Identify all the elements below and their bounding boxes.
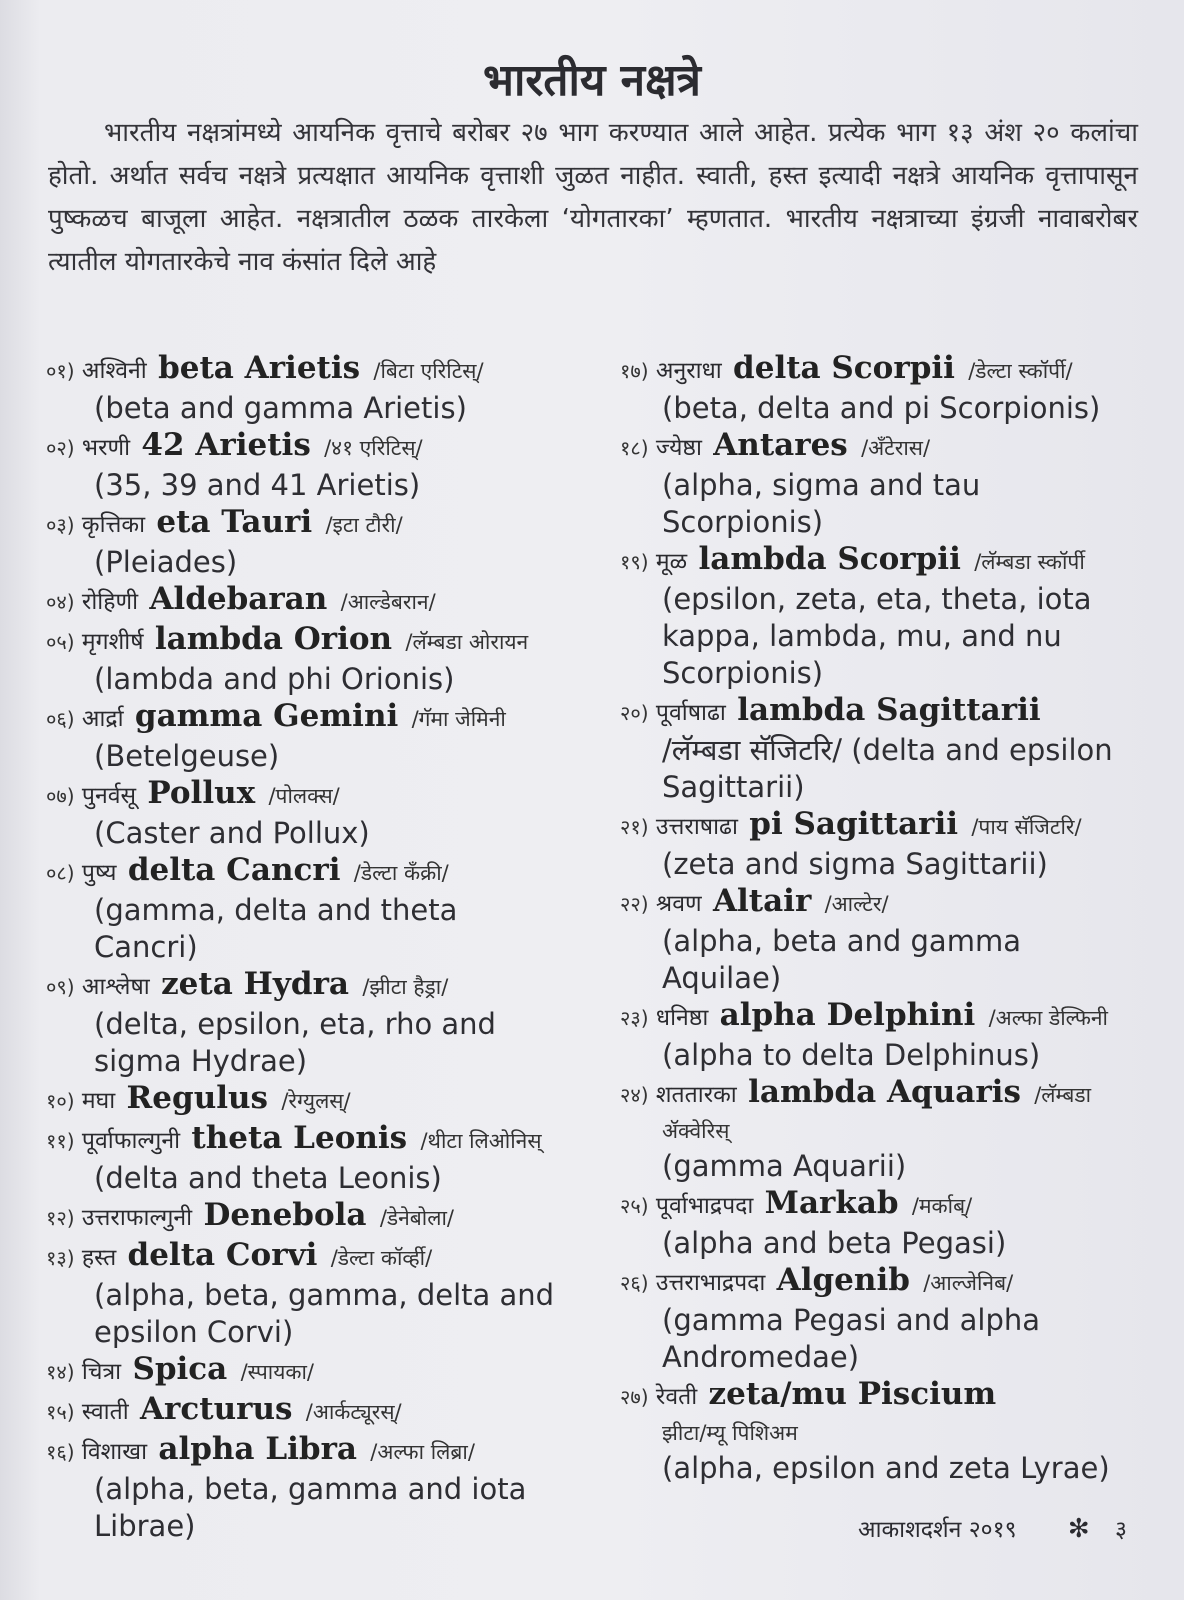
english-name: gamma Gemini — [134, 698, 399, 734]
entry-number: ०७) — [46, 784, 75, 808]
transliteration-continued: ॲक्वेरिस् — [662, 1119, 730, 1143]
nakshatra-entry — [46, 775, 606, 852]
entry-number: १०) — [46, 1089, 75, 1113]
english-name: delta Corvi — [127, 1237, 318, 1273]
nakshatra-entry — [46, 698, 606, 775]
entry-number: १४) — [46, 1360, 75, 1384]
nakshatra-entry — [46, 621, 606, 698]
english-name: alpha Libra — [158, 1431, 357, 1467]
entry-number: ०८) — [46, 861, 75, 885]
entry-number: २०) — [620, 701, 649, 725]
entry-heading — [620, 541, 1165, 581]
nakshatra-entry — [46, 581, 606, 621]
nakshatra-entry — [620, 541, 1165, 692]
entry-heading — [620, 1262, 1165, 1302]
entry-number: ०९) — [46, 975, 75, 999]
entry-heading — [46, 966, 606, 1006]
devanagari-transliteration: /डेल्टा स्कॉर्पी/ — [968, 359, 1073, 383]
entry-number: १६) — [46, 1440, 75, 1464]
english-name: Antares — [713, 427, 848, 463]
devanagari-transliteration: /रेग्युलस्/ — [281, 1089, 351, 1113]
yogatara-stars: (alpha to delta Delphinus) — [662, 1038, 1041, 1072]
entry-number: ११) — [46, 1129, 75, 1153]
entry-heading — [46, 350, 606, 390]
english-name: delta Scorpii — [733, 350, 955, 386]
entry-heading — [620, 427, 1165, 467]
nakshatra-entry — [620, 1262, 1165, 1376]
yogatara-stars: (zeta and sigma Sagittarii) — [662, 847, 1048, 881]
devanagari-transliteration: /लॅम्बडा ओरायन — [405, 630, 529, 654]
entry-heading — [620, 350, 1165, 390]
devanagari-transliteration: /अल्फा लिब्रा/ — [370, 1440, 475, 1464]
devanagari-transliteration: /आल्जेनिब/ — [923, 1271, 1014, 1295]
entry-heading — [46, 581, 606, 621]
nakshatra-entry — [620, 997, 1165, 1074]
entry-heading — [620, 806, 1165, 846]
yogatara-stars: (beta, delta and pi Scorpionis) — [662, 391, 1101, 425]
entry-number: १५) — [46, 1400, 75, 1424]
yogatara-stars: (lambda and phi Orionis) — [94, 662, 455, 696]
yogatara-stars: /लॅम्बडा सॅजिटरि/ (delta and epsilon — [662, 733, 1113, 767]
yogatara-stars: (delta and theta Leonis) — [94, 1161, 442, 1195]
marathi-name: हस्त — [81, 1245, 117, 1271]
entry-heading — [46, 504, 606, 544]
yogatara-stars: (Pleiades) — [94, 545, 238, 579]
devanagari-transliteration: /आर्कट्यूरस्/ — [305, 1400, 402, 1424]
devanagari-transliteration: /पाय सॅजिटरि/ — [971, 815, 1082, 839]
entry-number: २२) — [620, 892, 649, 916]
marathi-name: रेवती — [655, 1384, 698, 1410]
devanagari-transliteration: /पोलक्स/ — [268, 784, 340, 808]
page-title: भारतीय नक्षत्रे — [483, 55, 701, 106]
english-name: alpha Delphini — [719, 997, 976, 1033]
devanagari-transliteration: /झीटा हैड्रा/ — [362, 975, 449, 999]
english-name: Markab — [764, 1185, 899, 1221]
marathi-name: धनिष्ठा — [655, 1005, 709, 1031]
devanagari-transliteration: /लॅम्बडा स्कॉर्पी — [974, 550, 1085, 574]
devanagari-transliteration: /लॅम्बडा — [1034, 1083, 1092, 1107]
page-number: ३ — [1114, 1517, 1127, 1543]
devanagari-transliteration: /स्पायका/ — [240, 1360, 315, 1384]
yogatara-stars: Sagittarii) — [662, 770, 805, 804]
english-name: Aldebaran — [149, 581, 328, 617]
nakshatra-entry — [620, 1185, 1165, 1262]
marathi-name: पूर्वाभाद्रपदा — [655, 1193, 754, 1219]
nakshatra-entry — [46, 504, 606, 581]
yogatara-stars: (alpha, beta and gamma — [662, 924, 1021, 958]
entry-number: ०४) — [46, 590, 75, 614]
nakshatra-list-left — [46, 350, 606, 1545]
devanagari-transliteration: /डेल्टा कॉर्व्ही/ — [330, 1246, 433, 1270]
yogatara-stars: Aquilae) — [662, 961, 782, 995]
marathi-name: शततारका — [655, 1082, 737, 1108]
marathi-name: मृगशीर्ष — [81, 629, 144, 655]
nakshatra-entry — [620, 427, 1165, 541]
english-name: eta Tauri — [156, 504, 313, 540]
page-footer — [858, 1512, 1127, 1544]
nakshatra-entry — [620, 806, 1165, 883]
entry-number: १७) — [620, 359, 649, 383]
marathi-name: श्रवण — [655, 891, 702, 917]
english-name: Denebola — [203, 1197, 367, 1233]
entry-heading — [46, 1197, 606, 1237]
marathi-name: स्वाती — [81, 1399, 129, 1425]
entry-number: ०२) — [46, 436, 75, 460]
nakshatra-entry — [620, 692, 1165, 806]
devanagari-transliteration: /डेल्टा कॅंक्री/ — [353, 861, 449, 885]
nakshatra-entry — [46, 1431, 606, 1545]
yogatara-stars: (alpha, beta, gamma, delta and — [94, 1278, 555, 1312]
marathi-name: विशाखा — [81, 1439, 148, 1465]
entry-number: १८) — [620, 436, 649, 460]
entry-heading — [46, 852, 606, 892]
entry-heading — [46, 1120, 606, 1160]
english-name: Arcturus — [140, 1391, 293, 1427]
marathi-name: भरणी — [81, 435, 131, 461]
yogatara-stars: (35, 39 and 41 Arietis) — [94, 468, 421, 502]
marathi-name: उत्तराषाढा — [655, 814, 738, 840]
entry-heading — [620, 1074, 1165, 1114]
nakshatra-entry — [46, 852, 606, 966]
devanagari-transliteration: /इटा टौरी/ — [325, 513, 403, 537]
devanagari-transliteration: /मर्काब्/ — [911, 1194, 973, 1218]
entry-heading — [46, 427, 606, 467]
english-name: Regulus — [126, 1080, 269, 1116]
devanagari-transliteration: /बिटा एरिटिस्/ — [373, 359, 484, 383]
entry-number: १९) — [620, 550, 649, 574]
entry-heading — [620, 1185, 1165, 1225]
marathi-name: अनुराधा — [655, 358, 722, 384]
nakshatra-entry — [620, 350, 1165, 427]
nakshatra-entry — [46, 1120, 606, 1197]
yogatara-stars: Scorpionis) — [662, 656, 824, 690]
entry-heading — [620, 883, 1165, 923]
marathi-name: मघा — [81, 1088, 116, 1114]
nakshatra-entry — [620, 1074, 1165, 1185]
yogatara-stars: Andromedae) — [662, 1340, 860, 1374]
entry-number: २५) — [620, 1194, 649, 1218]
entry-heading — [620, 997, 1165, 1037]
marathi-name: उत्तराभाद्रपदा — [655, 1270, 766, 1296]
devanagari-transliteration: /अँटेरास/ — [861, 436, 931, 460]
yogatara-stars: sigma Hydrae) — [94, 1044, 308, 1078]
entry-number: २४) — [620, 1083, 649, 1107]
nakshatra-entry — [46, 1391, 606, 1431]
nakshatra-entry — [46, 350, 606, 427]
entry-heading — [46, 775, 606, 815]
yogatara-stars: (Betelgeuse) — [94, 739, 280, 773]
yogatara-stars: (Caster and Pollux) — [94, 816, 370, 850]
yogatara-stars: (delta, epsilon, eta, rho and — [94, 1007, 496, 1041]
nakshatra-entry — [46, 1197, 606, 1237]
marathi-name: आर्द्रा — [81, 706, 124, 732]
devanagari-transliteration: /गॅमा जेमिनी — [411, 707, 506, 731]
entry-number: २३) — [620, 1006, 649, 1030]
nakshatra-entry — [46, 1080, 606, 1120]
yogatara-stars: (alpha and beta Pegasi) — [662, 1226, 1007, 1260]
english-name: zeta Hydra — [161, 966, 349, 1002]
yogatara-stars: kappa, lambda, mu, and nu — [662, 619, 1062, 653]
yogatara-stars: epsilon Corvi) — [94, 1315, 294, 1349]
marathi-name: मूळ — [655, 549, 688, 575]
marathi-name: पूर्वाषाढा — [655, 700, 726, 726]
nakshatra-entry — [46, 1351, 606, 1391]
yogatara-stars: Scorpionis) — [662, 505, 824, 539]
entry-heading — [46, 1391, 606, 1431]
entry-number: ०१) — [46, 359, 75, 383]
marathi-name: पुष्य — [81, 860, 117, 886]
entry-heading — [620, 692, 1165, 732]
english-name: 42 Arietis — [141, 427, 311, 463]
nakshatra-entry — [46, 1237, 606, 1351]
intro-paragraph: भारतीय नक्षत्रांमध्ये आयनिक वृत्ताचे बरोबर २७ भाग करण्यात आले आहेत. प्रत्येक भाग १३ अंश २० कलांचा होतो. अर्थात सर्वच नक्षत्रे प्रत्यक्षात आयनिक वृत्ताशी जुळत नाहीत. स्वाती, हस्त इत्यादी नक्षत्रे आयनिक वृत्तापासून पुष्कळच बाजूला आहेत. नक्षत्रातील ठळक तारकेला ‘योगतारका’ म्हणतात. भारतीय नक्षत्राच्या इंग्रजी नावाबरोबर त्यातील योगतारकेचे नाव कंसांत दिले आहे — [48, 118, 1138, 277]
transliteration-continued: झीटा/म्यू पिशिअम — [662, 1421, 798, 1445]
entry-heading — [46, 1080, 606, 1120]
devanagari-transliteration: /अल्फा डेल्फिनी — [988, 1006, 1108, 1030]
entry-heading — [46, 1237, 606, 1277]
devanagari-transliteration: /आल्डेबरान/ — [340, 590, 436, 614]
entry-number: ०५) — [46, 630, 75, 654]
yogatara-stars: (gamma Aquarii) — [662, 1149, 907, 1183]
entry-number: १३) — [46, 1246, 75, 1270]
english-name: delta Cancri — [127, 852, 341, 888]
entry-number: १२) — [46, 1206, 75, 1230]
entry-heading — [46, 698, 606, 738]
devanagari-transliteration: /डेनेबोला/ — [379, 1206, 454, 1230]
english-name: zeta/mu Piscium — [708, 1376, 997, 1412]
entry-number: २६) — [620, 1271, 649, 1295]
yogatara-stars: (alpha, beta, gamma and iota — [94, 1472, 527, 1506]
english-name: lambda Scorpii — [698, 541, 961, 577]
entry-number: २७) — [620, 1385, 649, 1409]
entry-heading — [620, 1376, 1165, 1416]
footer-title: आकाशदर्शन २०१९ — [858, 1517, 1017, 1543]
entry-number: ०३) — [46, 513, 75, 537]
yogatara-stars: (alpha, epsilon and zeta Lyrae) — [662, 1451, 1110, 1485]
english-name: Algenib — [776, 1262, 910, 1298]
yogatara-stars: (gamma Pegasi and alpha — [662, 1303, 1041, 1337]
english-name: lambda Aquaris — [748, 1074, 1021, 1110]
english-name: lambda Orion — [154, 621, 393, 657]
english-name: Pollux — [147, 775, 256, 811]
english-name: pi Sagittarii — [749, 806, 959, 842]
marathi-name: ज्येष्ठा — [655, 435, 702, 461]
entry-heading — [46, 1431, 606, 1471]
english-name: Altair — [712, 883, 812, 919]
marathi-name: चित्रा — [81, 1359, 122, 1385]
nakshatra-entry — [620, 1376, 1165, 1487]
marathi-name: रोहिणी — [81, 589, 139, 615]
yogatara-stars: Cancri) — [94, 930, 198, 964]
devanagari-transliteration: /आल्टेर/ — [824, 892, 889, 916]
yogatara-stars: (epsilon, zeta, eta, theta, iota — [662, 582, 1092, 616]
nakshatra-entry — [46, 427, 606, 504]
entry-number: ०६) — [46, 707, 75, 731]
nakshatra-entry — [620, 883, 1165, 997]
marathi-name: पुनर्वसू — [81, 783, 137, 809]
marathi-name: उत्तराफाल्गुनी — [81, 1205, 193, 1231]
marathi-name: अश्विनी — [81, 358, 147, 384]
entry-heading — [46, 621, 606, 661]
marathi-name: कृत्तिका — [81, 512, 146, 538]
yogatara-stars: (gamma, delta and theta — [94, 893, 458, 927]
english-name: lambda Sagittarii — [737, 692, 1041, 728]
english-name: beta Arietis — [158, 350, 361, 386]
entry-heading — [46, 1351, 606, 1391]
devanagari-transliteration: /४१ एरिटिस्/ — [324, 436, 423, 460]
nakshatra-entry — [46, 966, 606, 1080]
yogatara-stars: Librae) — [94, 1509, 196, 1543]
english-name: theta Leonis — [191, 1120, 408, 1156]
marathi-name: आश्लेषा — [81, 974, 150, 1000]
english-name: Spica — [132, 1351, 228, 1387]
marathi-name: पूर्वाफाल्गुनी — [81, 1128, 181, 1154]
yogatara-stars: (alpha, sigma and tau — [662, 468, 981, 502]
entry-number: २१) — [620, 815, 649, 839]
star-icon: ✻ — [1067, 1514, 1090, 1544]
nakshatra-list-right — [620, 350, 1165, 1487]
yogatara-stars: (beta and gamma Arietis) — [94, 391, 467, 425]
devanagari-transliteration: /थीटा लिओनिस् — [420, 1129, 542, 1153]
